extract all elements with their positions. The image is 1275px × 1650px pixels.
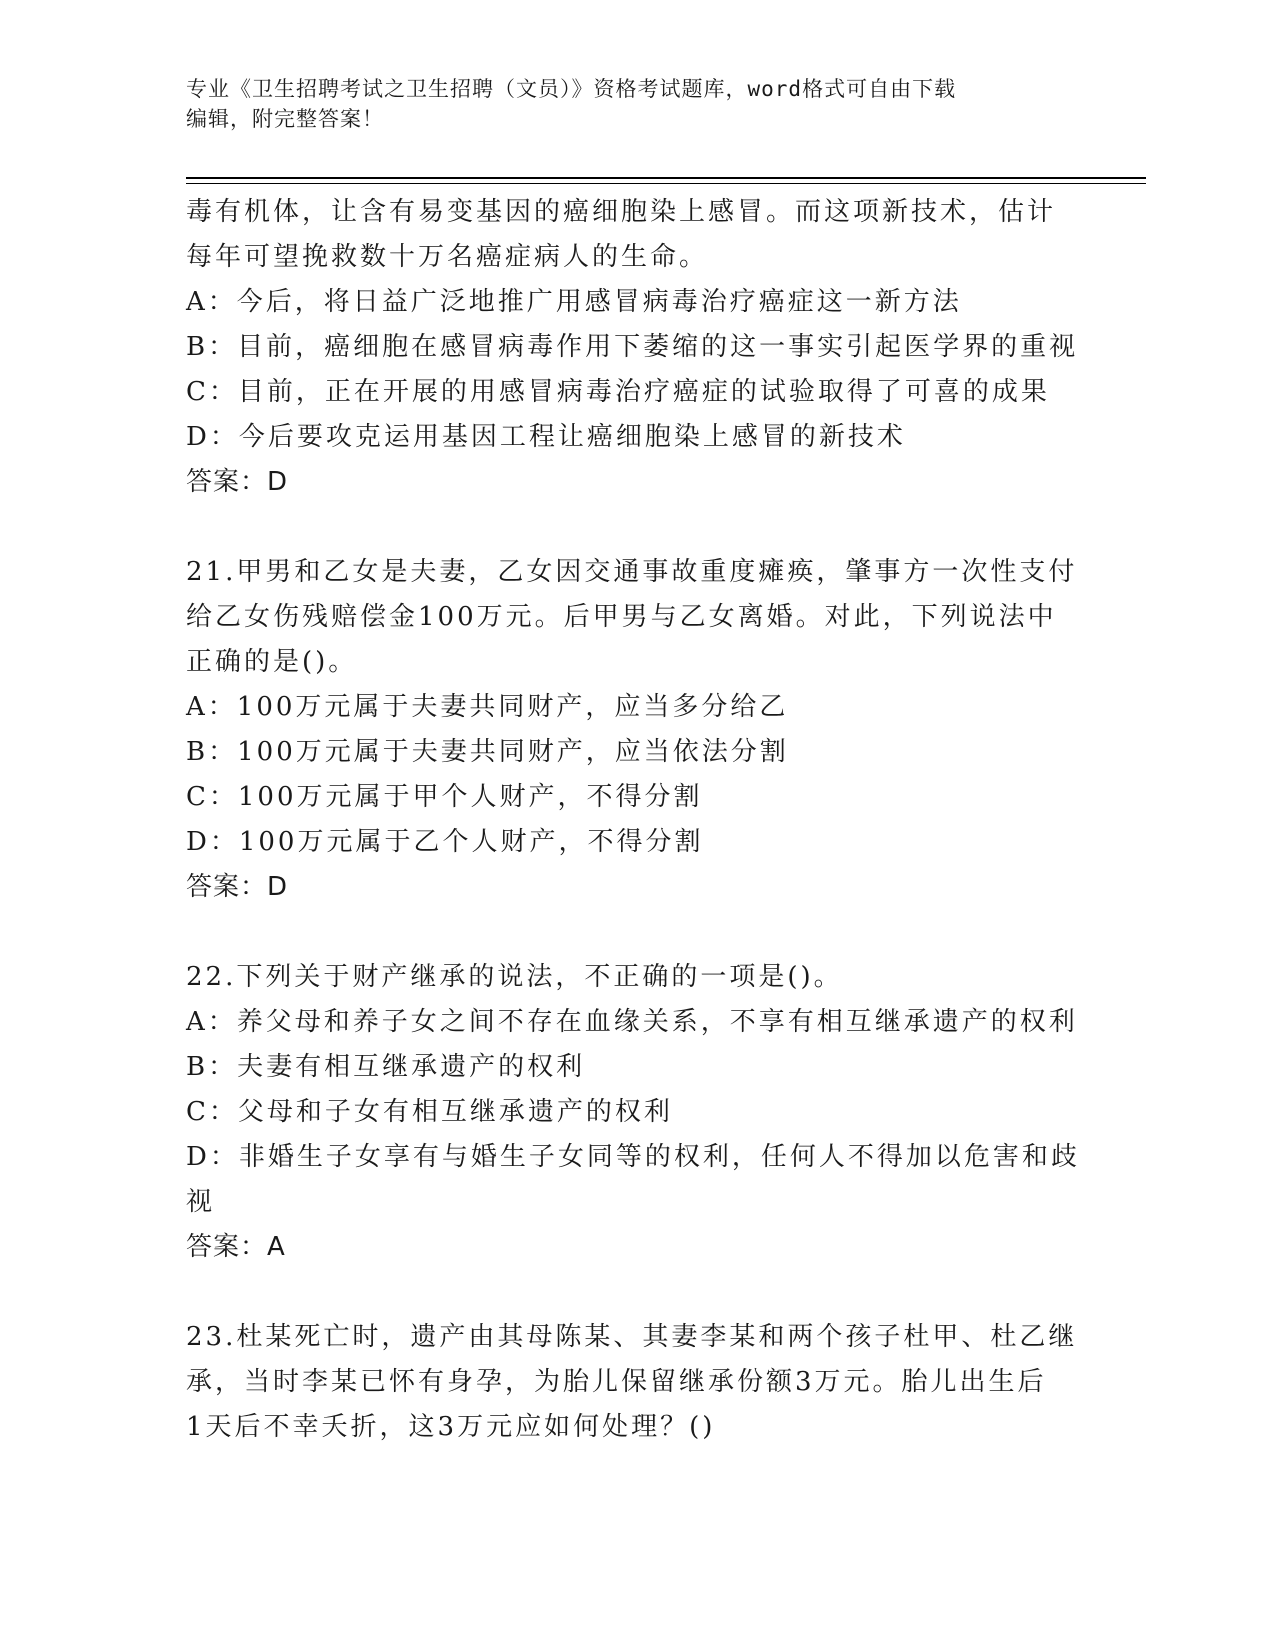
question-text-line: 毒有机体，让含有易变基因的癌细胞染上感冒。而这项新技术，估计 bbox=[186, 197, 1057, 227]
question-text-line: 给乙女伤残赔偿金100万元。后甲男与乙女离婚。对此，下列说法中 bbox=[186, 602, 1057, 632]
option-a: A：养父母和养子女之间不存在血缘关系，不享有相互继承遗产的权利 bbox=[186, 1007, 1078, 1037]
option-b: B：夫妻有相互继承遗产的权利 bbox=[186, 1052, 586, 1082]
page-header bbox=[186, 74, 1066, 134]
question-text-line: 正确的是()。 bbox=[186, 647, 358, 677]
question-23 bbox=[186, 1315, 1086, 1450]
option-c: C：100万元属于甲个人财产，不得分割 bbox=[186, 782, 703, 812]
spacer bbox=[186, 505, 1086, 550]
question-text-line: 每年可望挽救数十万名癌症病人的生命。 bbox=[186, 242, 709, 272]
question-22 bbox=[186, 955, 1086, 1270]
answer-line: 答案：D bbox=[186, 467, 289, 497]
option-a: A：100万元属于夫妻共同财产，应当多分给乙 bbox=[186, 692, 789, 722]
question-text-line: 23.杜某死亡时，遗产由其母陈某、其妻李某和两个孩子杜甲、杜乙继 bbox=[186, 1322, 1078, 1352]
option-d: D：非婚生子女享有与婚生子女同等的权利，任何人不得加以危害和歧 bbox=[186, 1142, 1080, 1172]
spacer bbox=[186, 910, 1086, 955]
option-b: B：目前，癌细胞在感冒病毒作用下萎缩的这一事实引起医学界的重视 bbox=[186, 332, 1079, 362]
spacer bbox=[186, 1270, 1086, 1315]
question-continuation bbox=[186, 190, 1086, 505]
header-subtitle-line: 编辑，附完整答案！ bbox=[186, 107, 384, 131]
question-21 bbox=[186, 550, 1086, 910]
option-d-continued: 视 bbox=[186, 1187, 216, 1217]
question-text-line: 22.下列关于财产继承的说法，不正确的一项是()。 bbox=[186, 962, 843, 992]
question-text-line: 21.甲男和乙女是夫妻，乙女因交通事故重度瘫痪，肇事方一次性支付 bbox=[186, 557, 1078, 587]
answer-line: 答案：D bbox=[186, 872, 289, 902]
header-title-line: 专业《卫生招聘考试之卫生招聘（文员）》资格考试题库，word格式可自由下载 bbox=[186, 77, 957, 101]
question-text-line: 1天后不幸夭折，这3万元应如何处理？() bbox=[186, 1412, 716, 1442]
option-c: C：目前，正在开展的用感冒病毒治疗癌症的试验取得了可喜的成果 bbox=[186, 377, 1050, 407]
header-rule-thick bbox=[186, 177, 1146, 179]
option-b: B：100万元属于夫妻共同财产，应当依法分割 bbox=[186, 737, 789, 767]
option-d: D：100万元属于乙个人财产，不得分割 bbox=[186, 827, 704, 857]
option-c: C：父母和子女有相互继承遗产的权利 bbox=[186, 1097, 673, 1127]
document-body bbox=[186, 190, 1086, 1450]
option-a: A：今后，将日益广泛地推广用感冒病毒治疗癌症这一新方法 bbox=[186, 287, 962, 317]
question-text-line: 承，当时李某已怀有身孕，为胎儿保留继承份额3万元。胎儿出生后 bbox=[186, 1367, 1047, 1397]
header-rule-thin bbox=[186, 183, 1146, 184]
option-d: D：今后要攻克运用基因工程让癌细胞染上感冒的新技术 bbox=[186, 422, 906, 452]
answer-line: 答案：A bbox=[186, 1232, 286, 1262]
